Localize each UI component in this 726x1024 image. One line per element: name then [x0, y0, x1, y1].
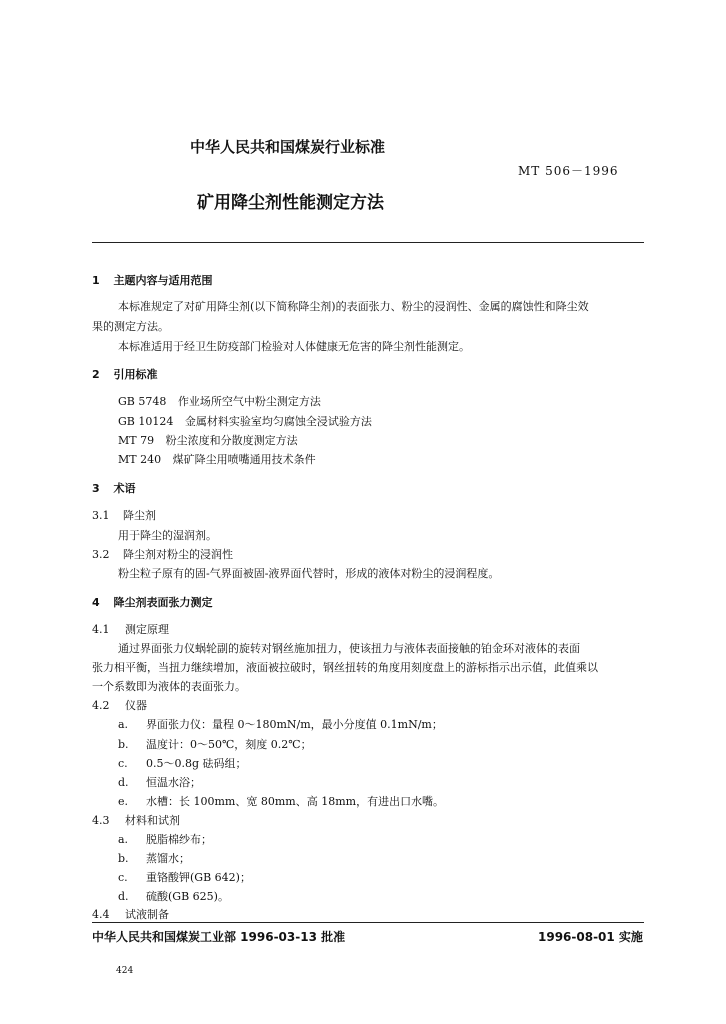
item-label: e. — [118, 795, 129, 808]
term-number: 3.2 — [92, 548, 110, 561]
reference-item — [118, 393, 321, 409]
item-text: 界面张力仪：量程 0～180mN/m，最小分度值 0.1mN/m； — [146, 718, 443, 731]
instrument-item — [118, 793, 444, 809]
subsection-title: 材料和试剂 — [125, 814, 180, 827]
instrument-item — [118, 774, 201, 790]
term-name: 降尘剂对粉尘的浸润性 — [123, 548, 233, 561]
reference-name: 作业场所空气中粉尘测定方法 — [177, 395, 321, 408]
page-number: 424 — [116, 966, 134, 976]
item-text: 蒸馏水； — [146, 852, 190, 865]
section-2-title: 引用标准 — [113, 368, 158, 381]
item-label: d. — [118, 890, 129, 903]
term-3-2-heading — [92, 546, 233, 562]
issuing-agency: 中华人民共和国煤炭行业标准 — [190, 138, 386, 156]
reference-code: MT 240 — [118, 453, 162, 466]
material-item — [118, 869, 251, 885]
item-label: b. — [118, 738, 129, 751]
subsection-4-1-heading — [92, 621, 169, 637]
principle-line-1: 通过界面张力仪蜗轮副的旋转对钢丝施加扭力，使该扭力与液体表面接触的铂金环对液体的表面 — [118, 642, 580, 655]
material-item — [118, 850, 190, 866]
reference-code: GB 10124 — [118, 415, 174, 428]
instrument-item — [118, 736, 312, 752]
principle-line-3: 一个系数即为液体的表面张力。 — [92, 680, 246, 693]
section-2-number: 2 — [92, 368, 100, 381]
item-text: 恒温水浴； — [146, 776, 201, 789]
section-3-number: 3 — [92, 482, 100, 495]
term-3-1-definition: 用于降尘的湿润剂。 — [118, 529, 217, 542]
reference-name: 煤矿降尘用喷嘴通用技术条件 — [172, 453, 316, 466]
term-name: 降尘剂 — [123, 509, 156, 522]
section-1-number: 1 — [92, 274, 100, 287]
subsection-number: 4.4 — [92, 908, 110, 921]
term-3-1-heading — [92, 507, 156, 523]
item-label: a. — [118, 833, 129, 846]
section-1-paragraph-1-line-1: 本标准规定了对矿用降尘剂(以下简称降尘剂)的表面张力、粉尘的浸润性、金属的腐蚀性和降尘效 — [118, 300, 589, 313]
section-3-title: 术语 — [113, 482, 136, 495]
footer-divider — [92, 922, 644, 923]
subsection-number: 4.2 — [92, 699, 110, 712]
section-4-number: 4 — [92, 596, 100, 609]
subsection-4-4-heading — [92, 906, 169, 922]
item-text: 脱脂棉纱布； — [146, 833, 212, 846]
standard-code: MT 506－1996 — [518, 164, 619, 178]
item-label: c. — [118, 871, 128, 884]
term-3-2-definition: 粉尘粒子原有的固-气界面被固-液界面代替时，形成的液体对粉尘的浸润程度。 — [118, 567, 500, 580]
item-text: 温度计：0～50℃，刻度 0.2℃； — [146, 738, 312, 751]
section-4-title: 降尘剂表面张力测定 — [113, 596, 213, 609]
reference-name: 金属材料实验室均匀腐蚀全浸试验方法 — [184, 415, 372, 428]
page-title: 矿用降尘剂性能测定方法 — [197, 193, 384, 213]
reference-item — [118, 413, 372, 429]
instrument-item — [118, 716, 443, 732]
section-1-paragraph-2: 本标准适用于经卫生防疫部门检验对人体健康无危害的降尘剂性能测定。 — [118, 340, 470, 353]
item-label: b. — [118, 852, 129, 865]
principle-line-2: 张力相平衡，当扭力继续增加，液面被拉破时，钢丝扭转的角度用刻度盘上的游标指示出示值，此值乘以 — [92, 661, 598, 674]
section-1-heading — [92, 272, 213, 288]
approval-line: 中华人民共和国煤炭工业部 1996-03-13 批准 — [92, 930, 346, 944]
subsection-4-3-heading — [92, 812, 180, 828]
subsection-title: 测定原理 — [125, 623, 169, 636]
reference-item — [118, 451, 316, 467]
item-text: 硫酸(GB 625)。 — [146, 890, 229, 903]
item-label: d. — [118, 776, 129, 789]
item-text: 水槽：长 100mm、宽 80mm、高 18mm，有进出口水嘴。 — [146, 795, 445, 808]
item-text: 重铬酸钾(GB 642)； — [146, 871, 251, 884]
effective-date: 1996-08-01 实施 — [538, 930, 643, 944]
item-label: a. — [118, 718, 129, 731]
subsection-number: 4.3 — [92, 814, 110, 827]
section-3-heading — [92, 480, 136, 496]
header-divider — [92, 242, 644, 243]
item-label: c. — [118, 757, 128, 770]
reference-code: MT 79 — [118, 434, 155, 447]
material-item — [118, 888, 229, 904]
section-1-paragraph-1-line-2: 果的测定方法。 — [92, 320, 169, 333]
section-4-heading — [92, 594, 213, 610]
subsection-title: 试液制备 — [125, 908, 169, 921]
subsection-4-2-heading — [92, 697, 147, 713]
subsection-number: 4.1 — [92, 623, 110, 636]
section-1-title: 主题内容与适用范围 — [113, 274, 213, 287]
term-number: 3.1 — [92, 509, 110, 522]
instrument-item — [118, 755, 247, 771]
section-2-heading — [92, 366, 158, 382]
reference-item — [118, 432, 298, 448]
material-item — [118, 831, 212, 847]
reference-name: 粉尘浓度和分散度测定方法 — [165, 434, 298, 447]
subsection-title: 仪器 — [125, 699, 147, 712]
reference-code: GB 5748 — [118, 395, 167, 408]
item-text: 0.5～0.8g 砝码组； — [146, 757, 247, 770]
